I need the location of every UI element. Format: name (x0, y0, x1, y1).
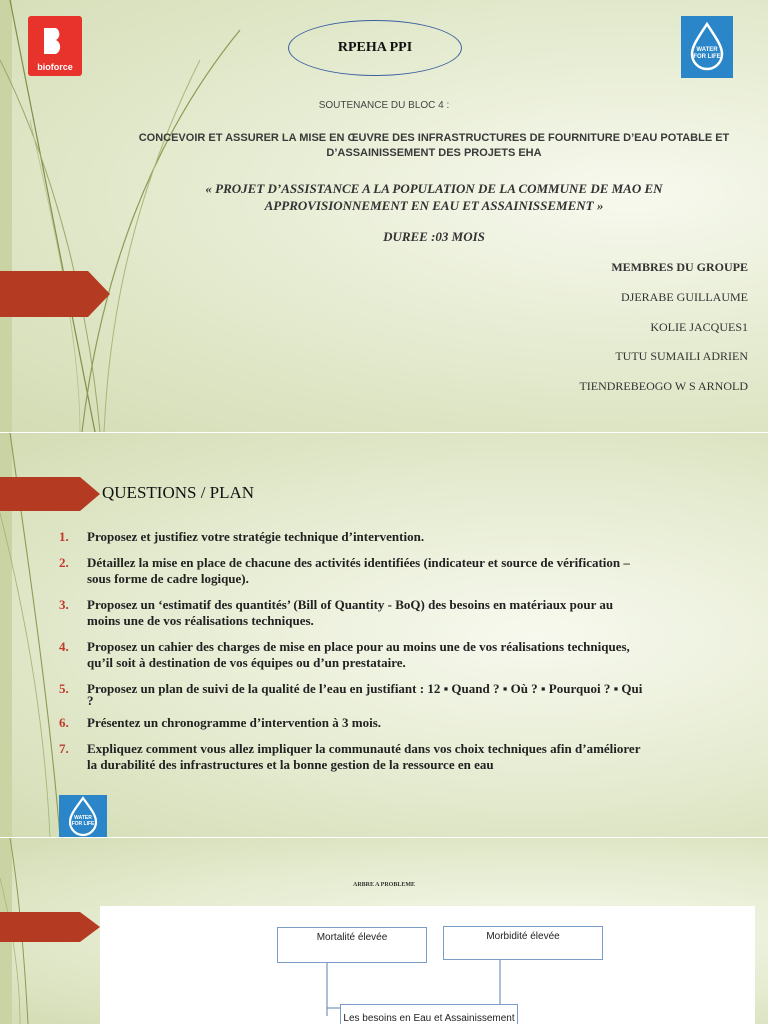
water-for-life-logo (681, 16, 733, 78)
project-line-2: APPROVISIONNEMENT EN EAU ET ASSAINISSEMENT » (264, 198, 604, 213)
box-besoins: Les besoins en Eau et Assainissement (340, 1004, 518, 1024)
member-3: TUTU SUMAILI ADRIEN (615, 349, 748, 363)
logo-text-water: WATER (696, 47, 718, 53)
box-mortalite: Mortalité élevée (277, 927, 427, 963)
question-item: 2. Détaillez la mise en place de chacune des activités identifiées (indicateur et source de vérification – sous forme de cadre logique). (59, 555, 630, 586)
slide-title (0, 0, 768, 432)
question-item: 3. Proposez un ‘estimatif des quantités’ (Bill of Quantity - BoQ) des besoins en matériaux pour au moins une de vos réalisations techniques. (59, 597, 614, 628)
duration: DUREE :03 MOIS (383, 229, 485, 244)
logo-text-forlife: FOR LIFE (71, 821, 95, 827)
member-1: DJERABE GUILLAUME (621, 290, 748, 304)
members-heading: MEMBRES DU GROUPE (611, 260, 748, 274)
page-title: RPEHA PPI (288, 20, 462, 76)
concevoir-heading (100, 131, 768, 161)
logo-text-forlife: FOR LIFE (693, 54, 721, 60)
red-arrow-marker (0, 477, 100, 511)
soutenance-heading: SOUTENANCE DU BLOC 4 : (318, 100, 450, 111)
concevoir-line-1: CONCEVOIR ET ASSURER LA MISE EN ŒUVRE DES INFRASTRUCTURES DE FOURNITURE D’EAU POTABLE ET (138, 132, 730, 144)
member-4: TIENDREBEOGO W S ARNOLD (579, 379, 748, 393)
question-item: 6. Présentez un chronogramme d’intervention à 3 mois. (59, 715, 382, 730)
logo-text-water: WATER (74, 815, 92, 821)
bioforce-logo: bioforce (28, 16, 82, 76)
concevoir-line-2: D’ASSAINISSEMENT DES PROJETS EHA (326, 147, 542, 159)
question-item: 4. Proposez un cahier des charges de mise en place pour au moins une de vos réalisations techniques, qu’il soit à destination de vos équipes ou d’un prestataire. (59, 639, 630, 670)
question-item: 7. Expliquez comment vous allez impliquer la communauté dans vos choix techniques afin d’améliorer la durabilité des infrastructures et la bonne gestion de la ressource en eau (59, 741, 641, 772)
project-title (100, 180, 768, 214)
project-line-1: « PROJET D’ASSISTANCE A LA POPULATION DE LA COMMUNE DE MAO EN (205, 181, 663, 196)
questions-list (59, 529, 747, 773)
bioforce-b-icon (40, 26, 70, 56)
slide-problem-tree (0, 838, 768, 1024)
box-morbidite: Morbidité élevée (443, 926, 603, 960)
red-arrow-marker (0, 912, 100, 942)
question-item: 5. Proposez un plan de suivi de la qualité de l’eau en justifiant : 12 ▪ Quand ? ▪ Où ? ▪ Pourquoi ? ▪ Qui ? (59, 681, 643, 708)
diagram-title: ARBRE A PROBLEME (352, 882, 415, 888)
question-item: 1. Proposez et justifiez votre stratégie technique d’intervention. (59, 529, 425, 544)
slide-questions (0, 433, 768, 837)
problem-tree-diagram (100, 906, 755, 1024)
section-title: QUESTIONS / PLAN (102, 483, 255, 502)
water-for-life-logo (59, 795, 107, 837)
member-2: KOLIE JACQUES1 (650, 320, 748, 334)
red-arrow-marker (0, 271, 110, 317)
